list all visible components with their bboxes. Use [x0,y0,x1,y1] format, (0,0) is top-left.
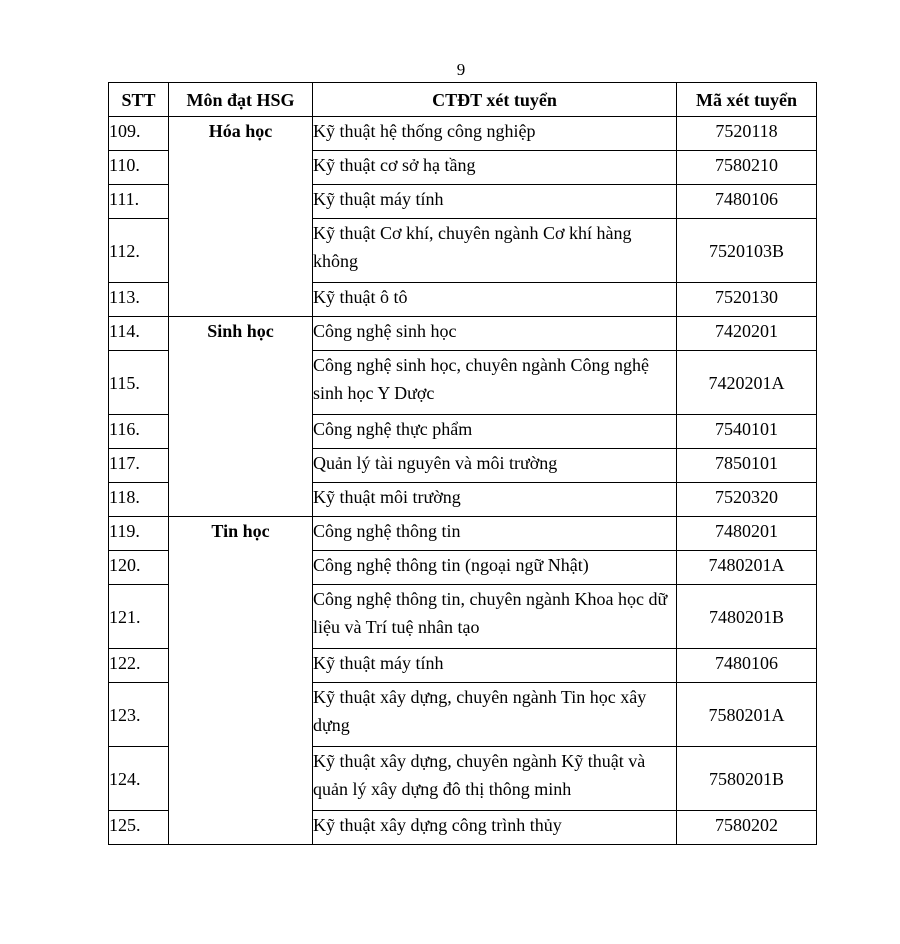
row-stt: 121. [109,585,169,649]
row-program: Kỹ thuật môi trường [313,483,677,517]
row-code: 7480106 [677,649,817,683]
row-stt: 115. [109,351,169,415]
row-stt: 113. [109,283,169,317]
row-stt: 109. [109,117,169,151]
row-code: 7420201A [677,351,817,415]
row-stt: 125. [109,811,169,845]
table-row [109,117,817,151]
row-stt: 116. [109,415,169,449]
row-program: Kỹ thuật hệ thống công nghiệp [313,117,677,151]
row-code: 7520320 [677,483,817,517]
row-program: Kỹ thuật máy tính [313,185,677,219]
row-program: Kỹ thuật xây dựng, chuyên ngành Kỹ thuật và quản lý xây dựng đô thị thông minh [313,747,677,811]
row-code: 7580201A [677,683,817,747]
row-stt: 124. [109,747,169,811]
row-code: 7580210 [677,151,817,185]
row-code: 7480201 [677,517,817,551]
row-stt: 123. [109,683,169,747]
row-stt: 114. [109,317,169,351]
row-program: Công nghệ thực phẩm [313,415,677,449]
header-code: Mã xét tuyển [677,83,817,117]
row-program: Công nghệ sinh học [313,317,677,351]
row-program: Công nghệ thông tin (ngoại ngữ Nhật) [313,551,677,585]
row-program: Kỹ thuật máy tính [313,649,677,683]
row-program: Kỹ thuật xây dựng công trình thủy [313,811,677,845]
header-program: CTĐT xét tuyển [313,83,677,117]
row-program: Kỹ thuật cơ sở hạ tầng [313,151,677,185]
page-number: 9 [456,60,466,79]
row-code: 7580201B [677,747,817,811]
row-stt: 110. [109,151,169,185]
row-stt: 118. [109,483,169,517]
table-row [109,317,817,351]
row-code: 7480106 [677,185,817,219]
row-code: 7540101 [677,415,817,449]
row-code: 7520118 [677,117,817,151]
subject-group-label: Hóa học [169,117,313,317]
row-code: 7850101 [677,449,817,483]
row-code: 7580202 [677,811,817,845]
row-program: Kỹ thuật Cơ khí, chuyên ngành Cơ khí hàng không [313,219,677,283]
row-code: 7480201B [677,585,817,649]
table-row [109,517,817,551]
row-program: Công nghệ thông tin, chuyên ngành Khoa học dữ liệu và Trí tuệ nhân tạo [313,585,677,649]
header-subject: Môn đạt HSG [169,83,313,117]
row-code: 7520130 [677,283,817,317]
row-stt: 120. [109,551,169,585]
row-code: 7520103B [677,219,817,283]
row-stt: 117. [109,449,169,483]
admissions-table [108,82,817,845]
row-stt: 112. [109,219,169,283]
row-program: Kỹ thuật xây dựng, chuyên ngành Tin học xây dựng [313,683,677,747]
table-header [109,83,817,117]
row-program: Công nghệ thông tin [313,517,677,551]
row-stt: 111. [109,185,169,219]
row-program: Kỹ thuật ô tô [313,283,677,317]
subject-group-label: Sinh học [169,317,313,517]
row-program: Quản lý tài nguyên và môi trường [313,449,677,483]
subject-group-label: Tin học [169,517,313,845]
row-code: 7480201A [677,551,817,585]
table-body [109,117,817,845]
row-program: Công nghệ sinh học, chuyên ngành Công nghệ sinh học Y Dược [313,351,677,415]
row-stt: 119. [109,517,169,551]
header-stt: STT [109,83,169,117]
row-stt: 122. [109,649,169,683]
row-code: 7420201 [677,317,817,351]
